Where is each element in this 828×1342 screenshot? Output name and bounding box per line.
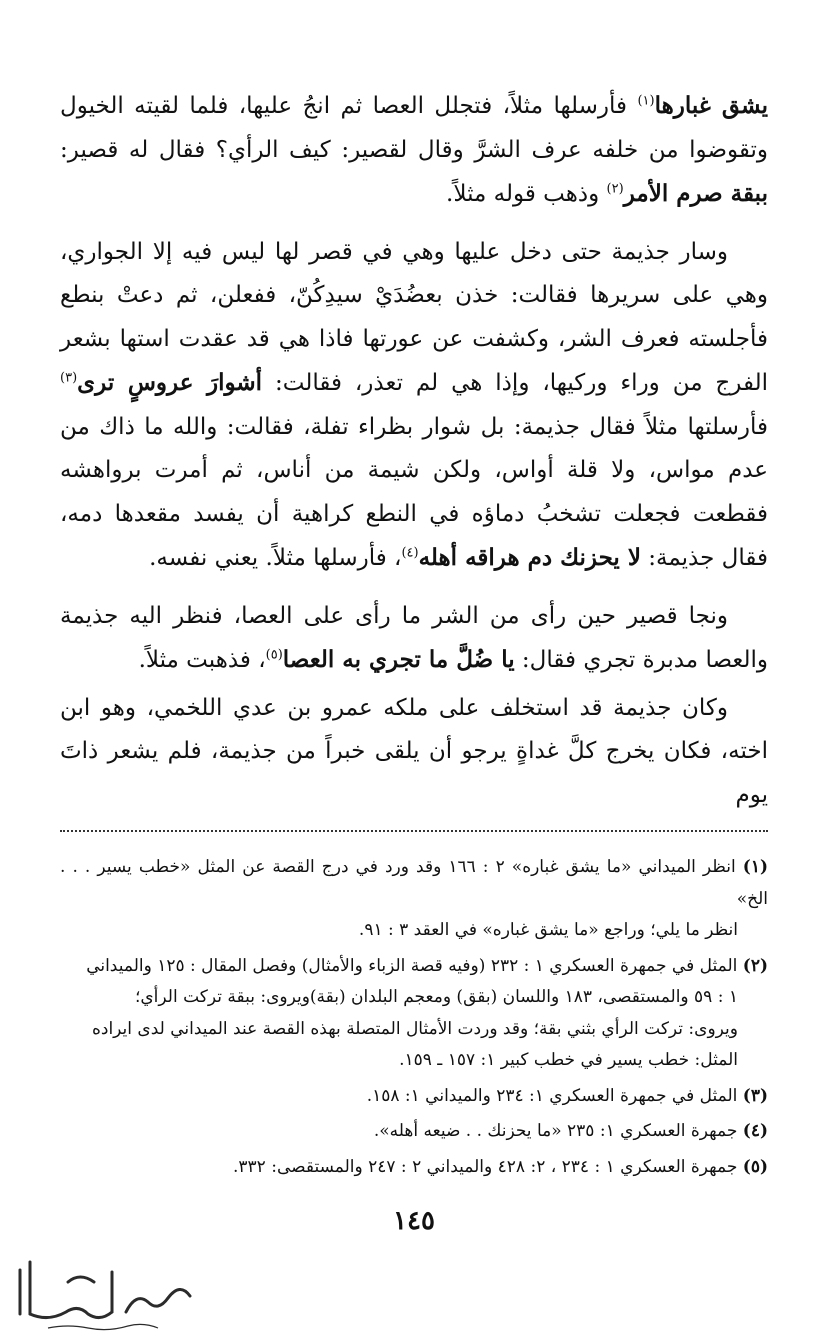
paragraph-text: وسار جذيمة حتى دخل عليها وهي في قصر لها ليس فيه إلا الجواري، وهي على سريرها فقالت: خذن بعضُدَيْ سيدِكُنّ، ففعلن، ثم دعتْ بنطع فأجلسته فعرف الشر، وكشفت عن عورتها فاذا هي قد عقدت استها بشعر الفرج من وراء وركيها، وإذا هي لم تعذر، فقالت: bbox=[60, 238, 768, 396]
footnote-line: انظر الميداني «ما يشق غباره» ٢ : ١٦٦ وقد ورد في درج القصة عن المثل «خطب يسير . . . الخ» bbox=[60, 857, 768, 909]
footnote-line: ١ : ٥٩ والمستقصى، ١٨٣ واللسان (بقق) ومعجم البلدان (بقة)ويروى: ببقة تركت الرأي؛ bbox=[134, 987, 738, 1007]
footnote-4 bbox=[60, 1116, 768, 1148]
footnote-1 bbox=[60, 852, 768, 947]
paragraph-3 bbox=[60, 595, 768, 683]
footnote-separator bbox=[60, 830, 768, 832]
paragraph-text: فأرسلها مثلاً، فتجلل العصا ثم انجُ عليها، فلما لقيته الخيول وتقوضوا من خلفه عرف الشرَّ وقال لقصير: كيف الرأي؟ فقال له قصير: bbox=[60, 93, 768, 163]
footnote-2 bbox=[60, 951, 768, 1077]
footnote-number: (٤) bbox=[742, 1121, 768, 1141]
proverb-text: ببقة صرم الأمر bbox=[623, 180, 768, 207]
footnote-line: ويروى: تركت الرأي بثني بقة؛ وقد وردت الأمثال المتصلة بهذه القصة عند الميداني لدى ايراده bbox=[91, 1018, 738, 1039]
proverb-text: أشوارَ عروسٍ ترى bbox=[77, 369, 263, 396]
footnotes bbox=[60, 852, 768, 1187]
footnote-ref[interactable]: (٣) bbox=[60, 370, 78, 386]
footnote-line: جمهرة العسكري ١: ٢٣٥ «ما يحزنك . . ضيعه أهله». bbox=[373, 1121, 738, 1141]
small-signature bbox=[48, 1324, 158, 1329]
footnote-ref[interactable]: (٢) bbox=[606, 181, 624, 197]
paragraph-text: فأرسلتها مثلاً فقال جذيمة: بل شوار بظراء تفلة، فقالت: والله ما ذاك من عدم مواس، ولا قلة أواس، ولكن شيمة من أناس، ثم أمرت برواهشه فقطعت فجعلت تشخبُ دماؤه في النطع كراهية أن يفسد مقعدها دمه، فقال جذيمة: bbox=[60, 413, 768, 571]
footnote-ref[interactable]: (٥) bbox=[265, 647, 283, 663]
paragraph-2 bbox=[60, 231, 768, 581]
footnote-number: (٣) bbox=[742, 1085, 768, 1106]
proverb-text: يا ضُلَّ ما تجري به العصا bbox=[282, 646, 515, 673]
footnote-5 bbox=[60, 1152, 768, 1184]
page-number: ١٤٥ bbox=[393, 1206, 435, 1236]
calligraphy-strokes bbox=[20, 1262, 190, 1318]
footnote-3 bbox=[60, 1081, 768, 1113]
proverb-text: يشق غبارها bbox=[654, 92, 769, 119]
proverb-text: لا يحزنك دم هراقه أهله bbox=[418, 544, 641, 571]
watermark-logo bbox=[8, 1252, 198, 1334]
footnote-number: (٢) bbox=[742, 955, 768, 976]
paragraph-4: وكان جذيمة قد استخلف على ملكه عمرو بن عدي اللخمي، وهو ابن اخته، فكان يخرج كلَّ غداةٍ يرجو أن يلقى خبراً من جذيمة، فلم يشعر ذاتَ يوم bbox=[60, 694, 768, 808]
paragraph-text: ، فذهبت مثلاً. bbox=[138, 647, 266, 673]
footnote-ref[interactable]: (٤) bbox=[401, 545, 419, 561]
footnote-number: (١) bbox=[742, 857, 768, 877]
footnote-ref[interactable]: (١) bbox=[637, 93, 655, 109]
footnote-line: المثل في جمهرة العسكري ١: ٢٣٤ والميداني ١: ١٥٨. bbox=[366, 1085, 738, 1106]
paragraph-text: ونجا قصير حين رأى من الشر ما رأى على العصا، فنظر اليه جذيمة والعصا مدبرة تجري فقال: bbox=[60, 602, 768, 673]
footnote-line: انظر ما يلي؛ وراجع «ما يشق غباره» في العقد ٣ : ٩١. bbox=[358, 920, 738, 940]
paragraph-1 bbox=[60, 84, 768, 217]
main-text bbox=[60, 84, 768, 831]
paragraph-text: وذهب قوله مثلاً. bbox=[446, 181, 607, 207]
footnote-line: المثل في جمهرة العسكري ١ : ٢٣٢ (وفيه قصة الزباء والأمثال) وفصل المقال : ١٢٥ والميداني bbox=[86, 955, 738, 976]
footnote-number: (٥) bbox=[742, 1156, 768, 1177]
paragraph-text: ، فأرسلها مثلاً. يعني نفسه. bbox=[149, 545, 402, 571]
footnote-line: المثل: خطب يسير في خطب كبير ١: ١٥٧ ـ ١٥٩. bbox=[399, 1050, 738, 1070]
footnote-line: جمهرة العسكري ١ : ٢٣٤ ، ٢: ٤٢٨ والميداني ٢ : ٢٤٧ والمستقصى: ٣٣٢. bbox=[233, 1156, 738, 1177]
